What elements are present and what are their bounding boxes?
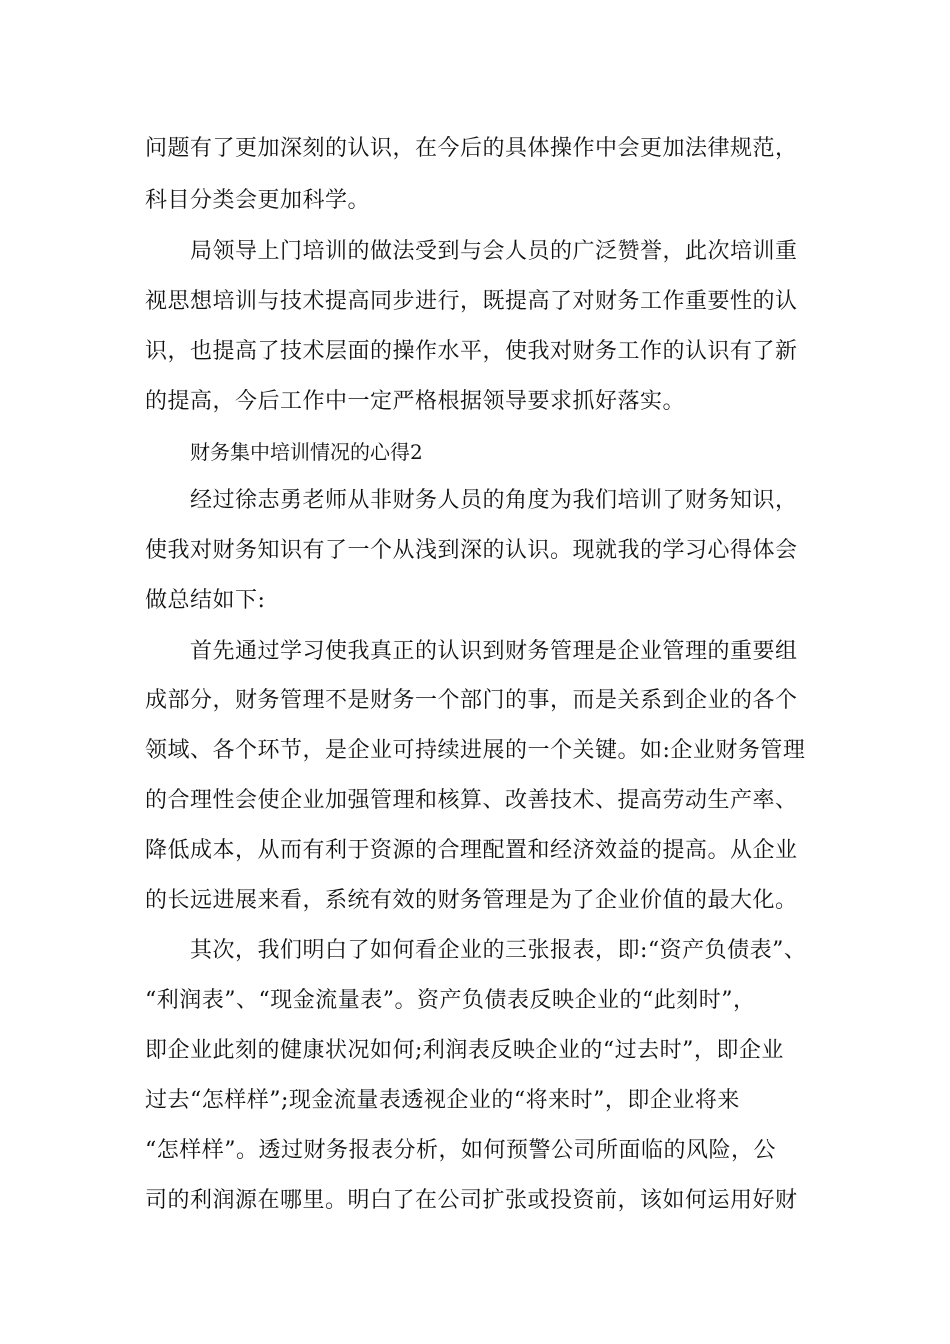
text-line: 使我对财务知识有了一个从浅到深的认识。现就我的学习心得体会: [145, 538, 798, 563]
text-line: “怎样样”。透过财务报表分析，如何预警公司所面临的风险，公: [145, 1138, 776, 1163]
text-line: 降低成本，从而有利于资源的合理配置和经济效益的提高。从企业: [145, 838, 798, 863]
section-heading: 财务集中培训情况的心得2: [190, 440, 423, 464]
text-line: 识，也提高了技术层面的操作水平，使我对财务工作的认识有了新: [145, 339, 798, 364]
text-line: 问题有了更加深刻的认识，在今后的具体操作中会更加法律规范，: [145, 136, 798, 161]
paragraph-first-line: 首先通过学习使我真正的认识到财务管理是企业管理的重要组: [190, 639, 798, 664]
text-line: 司的利润源在哪里。明白了在公司扩张或投资前，该如何运用好财: [145, 1188, 798, 1213]
text-line: 的长远进展来看，系统有效的财务管理是为了企业价值的最大化。: [145, 888, 798, 913]
text-line: 领域、各个环节，是企业可持续进展的一个关键。如:企业财务管理: [145, 738, 806, 763]
text-line: 做总结如下:: [145, 588, 266, 613]
text-line: 成部分，财务管理不是财务一个部门的事，而是关系到企业的各个: [145, 688, 798, 713]
text-line: 的提高，今后工作中一定严格根据领导要求抓好落实。: [145, 389, 686, 414]
text-line: 过去“怎样样”;现金流量表透视企业的“将来时”，即企业将来: [145, 1088, 740, 1113]
text-line: 的合理性会使企业加强管理和核算、改善技术、提高劳动生产率、: [145, 788, 798, 813]
text-line: 科目分类会更加科学。: [145, 188, 371, 213]
paragraph-first-line: 经过徐志勇老师从非财务人员的角度为我们培训了财务知识，: [190, 488, 798, 513]
paragraph-first-line: 其次，我们明白了如何看企业的三张报表，即:“资产负债表”、: [190, 938, 807, 963]
text-line: 即企业此刻的健康状况如何;利润表反映企业的“过去时”，即企业: [145, 1038, 784, 1063]
paragraph-first-line: 局领导上门培训的做法受到与会人员的广泛赞誉，此次培训重: [190, 239, 798, 264]
text-line: “利润表”、“现金流量表”。资产负债表反映企业的“此刻时”，: [145, 988, 756, 1013]
text-line: 视思想培训与技术提高同步进行，既提高了对财务工作重要性的认: [145, 289, 798, 314]
